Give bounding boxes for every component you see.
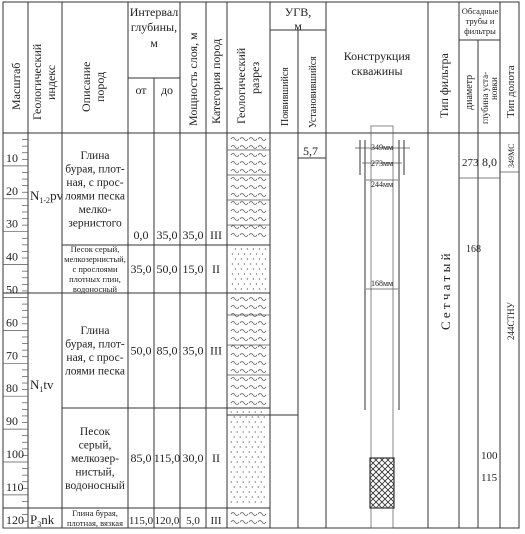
layer-from: 0,0 [133,228,149,242]
scale-tick-label: 110 [6,479,24,494]
header-depth-1: глубина уста- [480,71,490,124]
header-ugv-unit: м [294,19,302,33]
header-description-2: пород [93,71,107,102]
bit-244: 244СТНУ [506,302,516,340]
layer-to: 35,0 [156,228,178,242]
layer-description-line: Песок серый, [70,243,120,254]
layers [64,150,222,528]
header-description-1: Описание [79,61,93,112]
header-casing-3: фильтры [464,26,496,36]
geo-index-nk: $P_3nk$ [30,512,55,529]
layer-description-line: Глина [80,150,110,163]
header-scale: Масштаб [9,62,23,110]
layer-description-line: Песок [79,425,111,438]
layer-description-line: нистый, [75,466,115,479]
filter-type-text: С е т ч а т ы й [438,253,453,330]
layer-description-line: бурая, плот- [65,163,125,176]
scale-tick-label: 20 [6,183,18,198]
label-349: 349мм [370,143,394,152]
header-ugv-appeared: Появившийся [280,67,291,126]
scale-tick-label: 90 [6,414,18,429]
layer-description-line: ная, с прос- [66,177,124,190]
scale-tick-label: 80 [6,381,18,396]
scale-tick-label: 50 [6,282,18,297]
geological-section-pattern [227,138,270,524]
header-geo-index-1: Геологический [30,43,44,120]
header-to: до [160,83,174,97]
header-geo-index-2: индекс [44,64,58,100]
scale-tick-label: 60 [6,315,18,330]
layer-from: 115,0 [128,515,154,527]
layer-description-line: ная, с прос- [66,352,124,365]
layer-description-line: Глина бурая, [72,507,118,518]
header-filter-type: Тип фильтра [437,53,451,118]
layer-from: 50,0 [130,343,152,358]
layer-to: 115,0 [153,451,181,465]
layer-description-line: плотных глин, [69,273,121,284]
layer-description-line: Глина [80,325,110,338]
layer-category: II [212,262,220,276]
depth-scale [3,140,28,528]
header-thickness: Мощность слоя, м [186,32,200,126]
layer-description-line: водоносный [72,283,118,294]
label-168: 168мм [370,279,394,288]
layer-category: III [210,515,222,527]
layer-description-line: бурая, плот- [65,338,125,351]
casing-depth-115: 115 [481,472,498,484]
ugv-marker [227,144,326,415]
scale-tick-label: 10 [6,150,18,165]
scale-tick-label: 70 [6,348,18,363]
layer-thickness: 30,0 [182,451,204,465]
casing-168: 168 [466,244,481,255]
layer-description-line: мелкозернистый, [64,253,126,264]
scale-tick-label: 30 [6,216,18,231]
layer-description-line: водоносный [65,479,125,492]
layer-category: III [210,343,222,358]
geo-index-pv: $N_{1-2}pv$ [30,188,64,205]
scale-tick-label: 100 [6,447,24,461]
ugv-value: 5,7 [303,144,318,158]
label-244: 244мм [370,180,394,189]
well-construction [274,126,490,528]
header-ugv: УГВ, [284,5,312,19]
header-interval-3: м [150,36,158,50]
layer-description-line: лоями песка [64,190,126,203]
layer-description-line: лоями песка [64,365,126,378]
layer-to: 120,0 [154,515,180,527]
layer-category: III [210,228,222,242]
casing-depth-8: 8,0 [482,155,497,169]
bit-349: 349МС [507,143,516,168]
header-category: Категория пород [209,38,223,124]
layer-from: 35,0 [130,262,152,276]
layer-description-line: с прослоями [72,263,118,274]
layer-description-line: серый, [78,439,112,452]
casing-273: 273 [462,157,479,169]
header-construction-2: скважины [351,64,403,78]
layer-description-line: мелкозер- [70,452,120,465]
header-casing-2: трубы и [465,16,495,26]
layer-thickness: 35,0 [182,228,204,242]
layer-description-line: мелко- [78,204,112,217]
geo-index-tv: $N_1tv$ [30,377,54,394]
layer-thickness: 35,0 [182,343,204,358]
header-casing-1: Обсадные [461,6,499,16]
header-from: от [135,83,147,97]
header-interval-1: Интервал [129,5,179,19]
layer-thickness: 15,0 [182,262,204,276]
header-diameter: диаметр [464,74,475,110]
scale-tick-label: 120 [6,512,24,527]
layer-thickness: 5,0 [186,515,200,527]
scale-tick-label: 40 [6,249,18,264]
header-depth-2: новки [489,77,499,100]
layer-category: II [212,451,220,465]
layer-description-line: плотная, вязкая [67,517,123,528]
header-ugv-established: Установившийся [308,56,319,128]
layer-from: 85,0 [130,451,152,465]
header-construction-1: Конструкция [343,49,411,63]
casing-depth-100: 100 [481,450,498,462]
layer-to: 50,0 [156,262,178,276]
label-273: 273мм [370,159,394,168]
header-bit-type: Тип долота [505,65,517,118]
layer-description-line: зернистого [68,217,122,230]
header-interval-2: глубины, [130,20,178,34]
header-geo-section-2: разрез [248,61,262,94]
layer-to: 85,0 [156,343,178,358]
header-geo-section-1: Геологический [234,47,248,124]
